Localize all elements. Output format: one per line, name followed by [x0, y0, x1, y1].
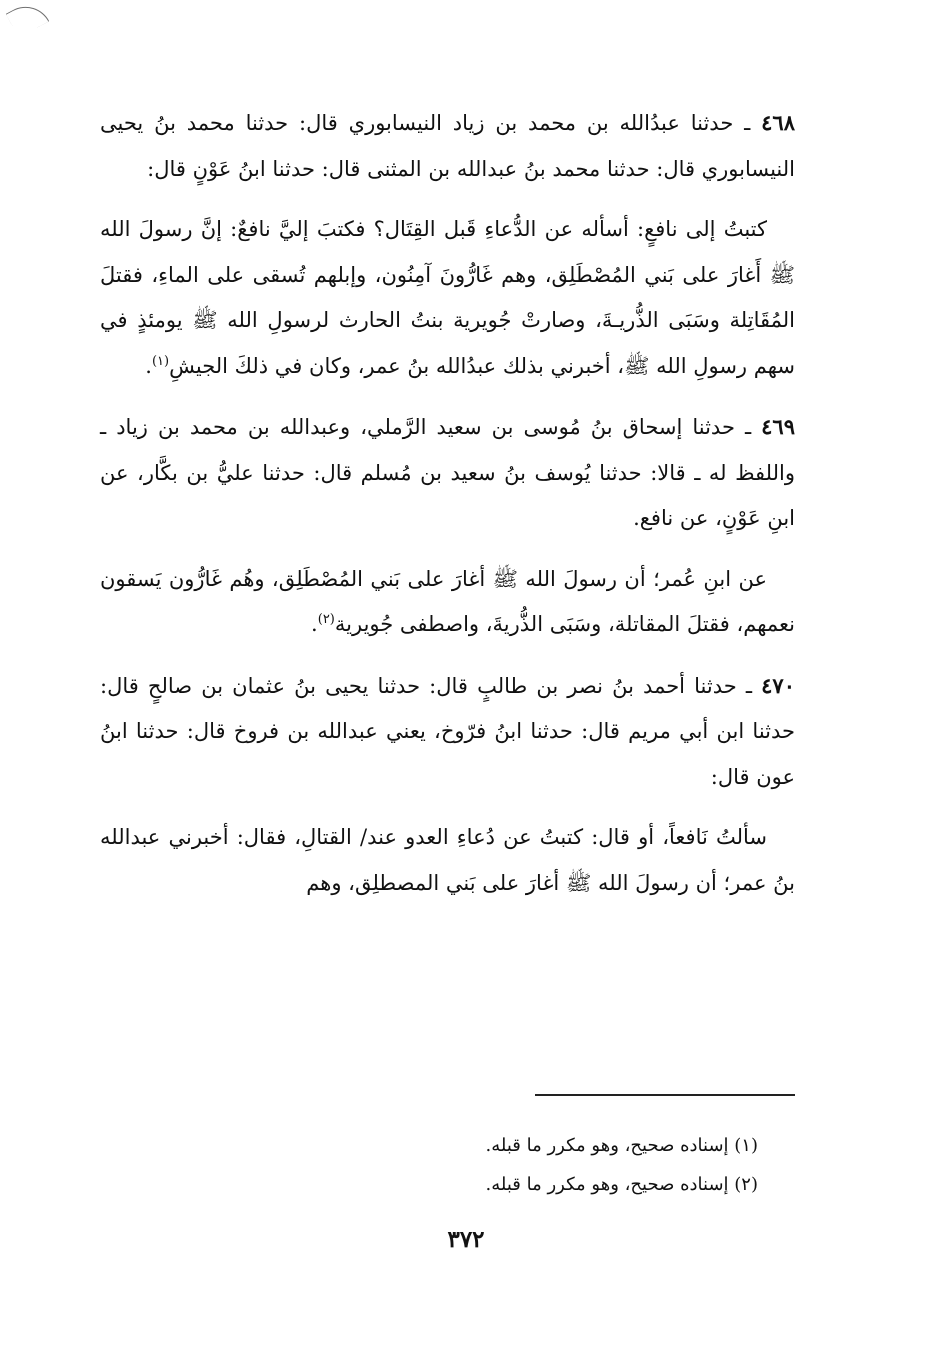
paragraph-text: عن ابنِ عُمر؛ أن رسولَ الله ﷺ أغارَ على بَني المُصْطَلِق، وهُم غَارُّون يَسقون نعمهم، فقتلَ المقاتلة، وسَبَى الذُّريةَ، واصطفى جُويرية: [100, 566, 795, 636]
footnote-separator: [535, 1094, 795, 1096]
paragraph-end: .: [145, 353, 152, 378]
hadith-number: ٤٦٩: [761, 414, 795, 439]
page-number: ٣٧٢: [447, 1226, 485, 1253]
paragraph-text: ـ حدثنا أحمد بنُ نصر بن طالبٍ قال: حدثنا يحيى بنُ عثمان بن صالحٍ قال: حدثنا ابن أبي مريم قال: حدثنا ابنُ فرّوخ، يعني عبدالله بن فروخ قال: حدثنا ابنُ عون قال:: [100, 673, 795, 789]
hadith-number: ٤٧٠: [761, 672, 795, 698]
footnote-reference: (٢): [317, 612, 335, 627]
hadith-paragraph: [100, 815, 795, 906]
main-text: [100, 100, 795, 921]
footnote: (٢) إسناده صحيح، وهو مكرر ما قبله.: [485, 1174, 758, 1195]
paragraph-text: سألتُ نَافعاً، أو قال: كتبتُ عن دُعاءِ العدو عند/ القتالِ، فقال: أخبرني عبدالله بنُ عمر؛ أن رسولَ الله ﷺ أغارَ على بَني المصطلِق، وهم: [100, 825, 795, 895]
hadith-paragraph: [100, 557, 795, 648]
hadith-paragraph: [100, 663, 795, 801]
paragraph-text: كتبتُ إلى نافعٍ: أسأله عن الدُّعاءِ قَبل القِتَال؟ فكتبَ إليَّ نافعٌ: إنَّ رسولَ الله ﷺ أَغارَ على بَني المُصْطَلِق، وهم غَارُّونَ آمِنُون، وإبلهم تُسقى على الماءِ، فقتلَ المُقَاتِلة وسَبَى الذُّريـةَ، وصارتْ جُويرية بنتُ الحارث لرسولِ الله ﷺ يومئذٍ في سهم رسولِ الله ﷺ، أخبرني بذلك عبدُالله بنُ عمر، وكان في ذلكَ الجيشِ: [100, 217, 795, 378]
hadith-number: ٤٦٨: [761, 110, 795, 135]
scan-corner-mark: [6, 0, 50, 38]
paragraph-text: ـ حدثنا عبدُالله بن محمد بن زياد النيسابوري قال: حدثنا محمد بنُ يحيى النيسابوري قال: حدثنا محمد بنُ عبدالله بن المثنى قال: حدثنا ابنُ عَوْنٍ قال:: [100, 111, 795, 181]
footnotes: [300, 1126, 758, 1204]
paragraph-end: .: [311, 612, 318, 636]
footnote: (١) إسناده صحيح، وهو مكرر ما قبله.: [485, 1135, 758, 1156]
hadith-paragraph: [100, 207, 795, 389]
paragraph-text: ـ حدثنا إسحاق بنُ مُوسى بن سعيد الرَّملي، وعبدالله بن محمد بن زياد ـ واللفظ له ـ قالا: حدثنا يُوسف بنُ سعيد بن مُسلم قال: حدثنا عليُّ بن بكَّار، عن ابنِ عَوْنٍ، عن نافع.: [100, 415, 795, 530]
hadith-paragraph: [100, 404, 795, 542]
footnote-reference: (١): [151, 353, 170, 369]
hadith-paragraph: [100, 100, 795, 192]
